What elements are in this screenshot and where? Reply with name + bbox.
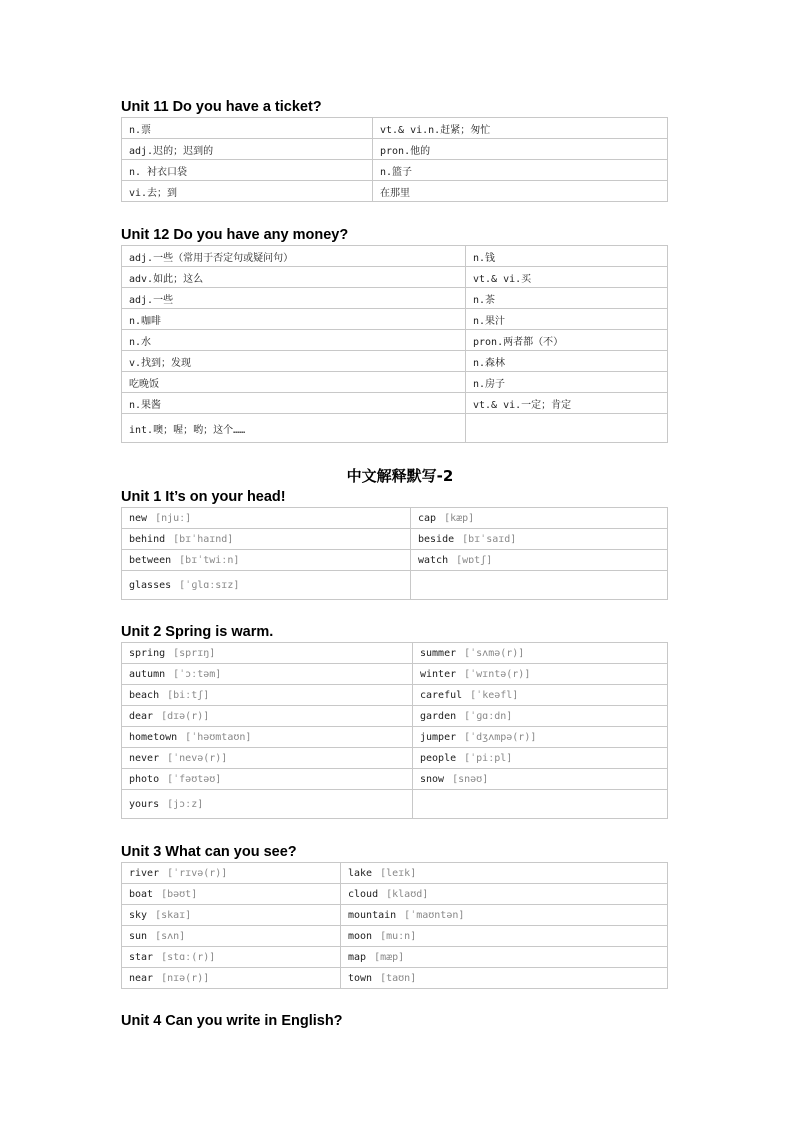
table-cell xyxy=(466,309,668,330)
phonetic-text: [snəʊ] xyxy=(452,773,489,785)
word-text: glasses xyxy=(129,579,172,591)
unit11-table xyxy=(121,117,668,202)
definition-text: vt.& vi.一定；肯定 xyxy=(473,399,572,411)
table-cell xyxy=(466,288,668,309)
table-cell xyxy=(122,139,373,160)
word-text: between xyxy=(129,554,172,566)
unit2-body xyxy=(122,643,668,819)
phonetic-text: [sʌn] xyxy=(155,930,186,942)
word-text: cloud xyxy=(348,888,379,900)
unit4-section xyxy=(121,1011,343,1031)
table-cell xyxy=(122,550,411,571)
word-text: river xyxy=(129,867,160,879)
phonetic-text: [ˈpiːpl] xyxy=(464,752,513,764)
word-text: never xyxy=(129,752,160,764)
phonetic-text: [muːn] xyxy=(380,930,417,942)
section2-title: 中文解释默写-2 xyxy=(346,467,454,485)
table-cell xyxy=(122,181,373,202)
definition-text: n.房子 xyxy=(473,378,506,390)
definition-text: adj.一些 xyxy=(129,294,174,306)
unit11-body xyxy=(122,118,668,202)
table-cell xyxy=(122,905,341,926)
table-cell xyxy=(413,685,668,706)
table-row xyxy=(122,393,668,414)
table-cell xyxy=(122,968,341,989)
phonetic-text: [bɪˈsaɪd] xyxy=(462,533,517,545)
table-cell xyxy=(122,748,413,769)
table-cell xyxy=(413,643,668,664)
word-text: sky xyxy=(129,909,148,921)
word-text: lake xyxy=(348,867,373,879)
table-cell xyxy=(122,706,413,727)
word-text: beside xyxy=(418,533,455,545)
table-cell xyxy=(411,508,668,529)
definition-text: n.票 xyxy=(129,124,152,136)
table-cell xyxy=(122,571,411,600)
table-row xyxy=(122,571,668,600)
definition-text: vi.去；到 xyxy=(129,187,178,199)
phonetic-text: [skaɪ] xyxy=(155,909,192,921)
table-cell xyxy=(122,884,341,905)
table-cell xyxy=(373,139,668,160)
word-text: autumn xyxy=(129,668,166,680)
word-text: map xyxy=(348,951,367,963)
phonetic-text: [leɪk] xyxy=(380,867,417,879)
table-cell xyxy=(413,748,668,769)
table-cell xyxy=(341,947,668,968)
table-row xyxy=(122,727,668,748)
table-cell xyxy=(122,529,411,550)
table-cell xyxy=(466,246,668,267)
table-cell xyxy=(122,309,466,330)
phonetic-text: [ˈɡlɑːsɪz] xyxy=(179,579,240,591)
definition-text: n.咖啡 xyxy=(129,315,162,327)
phonetic-text: [ˈhəʊmtaʊn] xyxy=(185,731,252,743)
table-cell xyxy=(122,769,413,790)
table-cell xyxy=(122,393,466,414)
word-text: town xyxy=(348,972,373,984)
unit3-title: Unit 3 What can you see? xyxy=(121,844,297,860)
unit4-title: Unit 4 Can you write in English? xyxy=(121,1013,343,1029)
phonetic-text: [mæp] xyxy=(374,951,405,963)
unit3-section xyxy=(121,842,668,989)
word-text: boat xyxy=(129,888,154,900)
phonetic-text: [ˈdʒʌmpə(r)] xyxy=(464,731,537,743)
word-text: snow xyxy=(420,773,445,785)
word-text: beach xyxy=(129,689,160,701)
table-row xyxy=(122,267,668,288)
phonetic-text: [bɪˈhaɪnd] xyxy=(173,533,234,545)
table-row xyxy=(122,330,668,351)
unit12-section xyxy=(121,225,668,443)
table-row xyxy=(122,968,668,989)
table-cell xyxy=(411,529,668,550)
phonetic-text: [jɔːz] xyxy=(167,798,204,810)
table-cell xyxy=(122,947,341,968)
table-cell xyxy=(413,706,668,727)
table-cell xyxy=(413,769,668,790)
word-text: careful xyxy=(420,689,463,701)
phonetic-text: [bəʊt] xyxy=(161,888,198,900)
definition-text: pron.两者都（不） xyxy=(473,336,564,348)
definition-text: adj.迟的；迟到的 xyxy=(129,145,214,157)
table-row xyxy=(122,706,668,727)
word-text: hometown xyxy=(129,731,178,743)
phonetic-text: [klaʊd] xyxy=(386,888,429,900)
phonetic-text: [biːtʃ] xyxy=(167,689,210,701)
word-text: summer xyxy=(420,647,457,659)
table-cell xyxy=(413,790,668,819)
phonetic-text: [sprɪŋ] xyxy=(173,647,216,659)
table-cell xyxy=(411,571,668,600)
table-row xyxy=(122,643,668,664)
word-text: jumper xyxy=(420,731,457,743)
definition-text: n.茶 xyxy=(473,294,496,306)
phonetic-text: [ˈɡɑːdn] xyxy=(464,710,513,722)
phonetic-text: [wɒtʃ] xyxy=(456,554,493,566)
table-row xyxy=(122,414,668,443)
definition-text: 吃晚饭 xyxy=(129,378,159,390)
table-row xyxy=(122,139,668,160)
unit11-section xyxy=(121,97,668,202)
table-cell xyxy=(122,863,341,884)
word-text: behind xyxy=(129,533,166,545)
table-row xyxy=(122,664,668,685)
table-row xyxy=(122,926,668,947)
table-cell xyxy=(373,160,668,181)
table-cell xyxy=(341,884,668,905)
word-text: star xyxy=(129,951,154,963)
table-cell xyxy=(341,968,668,989)
unit12-table xyxy=(121,245,668,443)
definition-text: n. 衬衣口袋 xyxy=(129,166,188,178)
unit12-title: Unit 12 Do you have any money? xyxy=(121,227,349,243)
table-row xyxy=(122,550,668,571)
phonetic-text: [taʊn] xyxy=(380,972,417,984)
definition-text: n.果汁 xyxy=(473,315,506,327)
table-row xyxy=(122,160,668,181)
phonetic-text: [ˈwɪntə(r)] xyxy=(464,668,531,680)
table-row xyxy=(122,905,668,926)
phonetic-text: [ˈɔːtəm] xyxy=(173,668,222,680)
phonetic-text: [ˈrɪvə(r)] xyxy=(167,867,228,879)
table-cell xyxy=(341,863,668,884)
definition-text: 在那里 xyxy=(380,187,410,199)
table-cell xyxy=(341,905,668,926)
unit12-body xyxy=(122,246,668,443)
table-row xyxy=(122,748,668,769)
table-cell xyxy=(122,288,466,309)
table-row xyxy=(122,863,668,884)
word-text: moon xyxy=(348,930,373,942)
table-row xyxy=(122,351,668,372)
word-text: garden xyxy=(420,710,457,722)
table-cell xyxy=(122,790,413,819)
unit1-section xyxy=(121,487,668,600)
table-cell xyxy=(122,246,466,267)
unit3-table xyxy=(121,862,668,989)
table-row xyxy=(122,769,668,790)
unit1-table xyxy=(121,507,668,600)
definition-text: n.果酱 xyxy=(129,399,162,411)
word-text: cap xyxy=(418,512,437,524)
phonetic-text: [ˈmaʊntən] xyxy=(404,909,465,921)
table-cell xyxy=(122,643,413,664)
table-row xyxy=(122,246,668,267)
unit2-section xyxy=(121,622,668,819)
phonetic-text: [ˈsʌmə(r)] xyxy=(464,647,525,659)
unit3-body xyxy=(122,863,668,989)
table-cell xyxy=(122,330,466,351)
word-text: winter xyxy=(420,668,457,680)
table-cell xyxy=(411,550,668,571)
word-text: near xyxy=(129,972,154,984)
definition-text: vt.& vi.买 xyxy=(473,273,532,285)
table-row xyxy=(122,529,668,550)
unit2-title: Unit 2 Spring is warm. xyxy=(121,624,274,640)
definition-text: int.噢；喔；哟；这个…… xyxy=(129,424,246,436)
word-text: sun xyxy=(129,930,148,942)
table-cell xyxy=(466,267,668,288)
table-cell xyxy=(122,160,373,181)
word-text: watch xyxy=(418,554,449,566)
table-row xyxy=(122,118,668,139)
table-cell xyxy=(466,393,668,414)
word-text: dear xyxy=(129,710,154,722)
phonetic-text: [ˈkeəfl] xyxy=(470,689,519,701)
unit11-title: Unit 11 Do you have a ticket? xyxy=(121,99,322,115)
phonetic-text: [ˈfəʊtəʊ] xyxy=(167,773,222,785)
unit2-table xyxy=(121,642,668,819)
phonetic-text: [bɪˈtwiːn] xyxy=(179,554,240,566)
table-cell xyxy=(413,664,668,685)
unit1-title: Unit 1 It’s on your head! xyxy=(121,489,286,505)
word-text: new xyxy=(129,512,148,524)
table-cell xyxy=(122,118,373,139)
table-cell xyxy=(122,351,466,372)
table-cell xyxy=(466,330,668,351)
word-text: people xyxy=(420,752,457,764)
table-cell xyxy=(122,685,413,706)
definition-text: n.水 xyxy=(129,336,152,348)
table-row xyxy=(122,790,668,819)
table-cell xyxy=(122,727,413,748)
definition-text: pron.他的 xyxy=(380,145,431,157)
table-cell xyxy=(466,414,668,443)
table-row xyxy=(122,309,668,330)
table-cell xyxy=(122,414,466,443)
definition-text: vt.& vi.n.赶紧；匆忙 xyxy=(380,124,491,136)
table-row xyxy=(122,181,668,202)
definition-text: n.钱 xyxy=(473,252,496,264)
phonetic-text: [nɪə(r)] xyxy=(161,972,210,984)
phonetic-text: [njuː] xyxy=(155,512,192,524)
table-row xyxy=(122,508,668,529)
definition-text: n.森林 xyxy=(473,357,506,369)
table-cell xyxy=(373,118,668,139)
definition-text: adj.一些（常用于否定句或疑问句） xyxy=(129,252,294,264)
definition-text: n.篮子 xyxy=(380,166,413,178)
table-cell xyxy=(122,926,341,947)
definition-text: v.找到；发现 xyxy=(129,357,192,369)
table-cell xyxy=(413,727,668,748)
table-row xyxy=(122,288,668,309)
table-row xyxy=(122,372,668,393)
table-cell xyxy=(341,926,668,947)
phonetic-text: [stɑː(r)] xyxy=(161,951,216,963)
table-cell xyxy=(373,181,668,202)
definition-text: adv.如此；这么 xyxy=(129,273,204,285)
table-cell xyxy=(122,267,466,288)
phonetic-text: [ˈnevə(r)] xyxy=(167,752,228,764)
word-text: mountain xyxy=(348,909,397,921)
word-text: photo xyxy=(129,773,160,785)
table-cell xyxy=(466,351,668,372)
table-cell xyxy=(122,664,413,685)
table-row xyxy=(122,685,668,706)
table-cell xyxy=(466,372,668,393)
phonetic-text: [kæp] xyxy=(444,512,475,524)
table-cell xyxy=(122,372,466,393)
table-row xyxy=(122,884,668,905)
table-row xyxy=(122,947,668,968)
phonetic-text: [dɪə(r)] xyxy=(161,710,210,722)
unit1-body xyxy=(122,508,668,600)
table-cell xyxy=(122,508,411,529)
word-text: yours xyxy=(129,798,160,810)
word-text: spring xyxy=(129,647,166,659)
